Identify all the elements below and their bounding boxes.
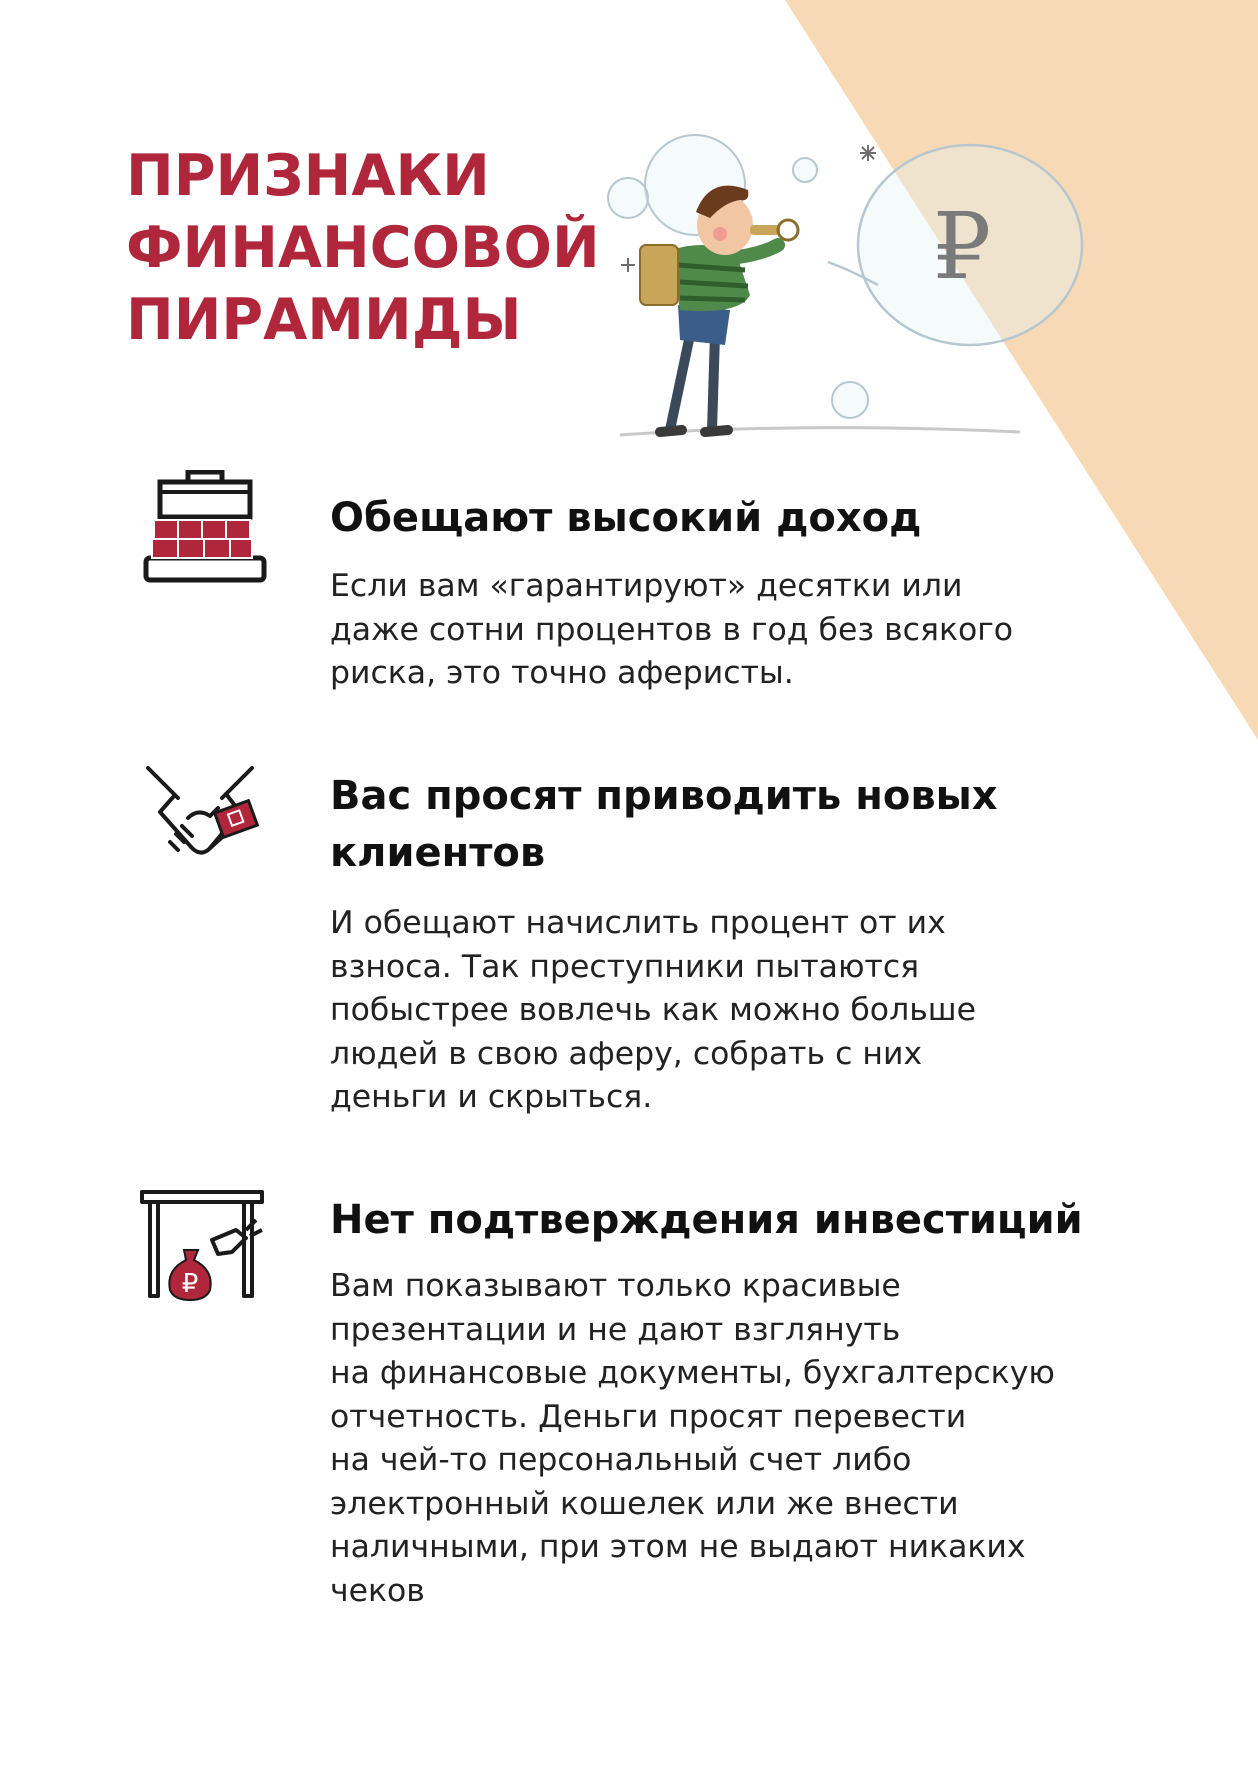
treasure-chest-icon (140, 470, 270, 600)
title-line: ПРИЗНАКИ (126, 143, 490, 209)
title-line: ФИНАНСОВОЙ (126, 215, 600, 281)
section-heading: Нет подтверждения инвестиций (330, 1197, 1083, 1243)
section-body: И обещают начислить процент от их взноса. Так преступники пытаются побыстрее вовлечь как можно больше людей в свою аферу, собрать с них деньги и скрыться. (330, 905, 976, 1115)
svg-text:₽: ₽ (181, 1269, 199, 1299)
page-title (126, 140, 600, 356)
section-heading: Обещают высокий доход (330, 495, 922, 541)
ruble-symbol: ₽ (932, 193, 992, 300)
boy-blowing-bubble-icon (600, 130, 1120, 450)
handshake-money-icon (140, 760, 270, 890)
title-line: ПИРАМИДЫ (126, 287, 522, 353)
section-body: Вам показывают только красивые презентации и не дают взглянуть на финансовые документы, бухгалтерскую отчетность. Деньги просят перевести на чей-то персональный счет либо электронный кошелек или же внести наличными, при этом не выдают никаких чеков (330, 1268, 1055, 1609)
section-body: Если вам «гарантируют» десятки или даже сотни процентов в год без всякого риска, это точно аферисты. (330, 568, 1014, 691)
money-bag-under-table-icon (140, 1190, 270, 1320)
section-heading: Вас просят приводить новых клиентов (330, 773, 998, 876)
